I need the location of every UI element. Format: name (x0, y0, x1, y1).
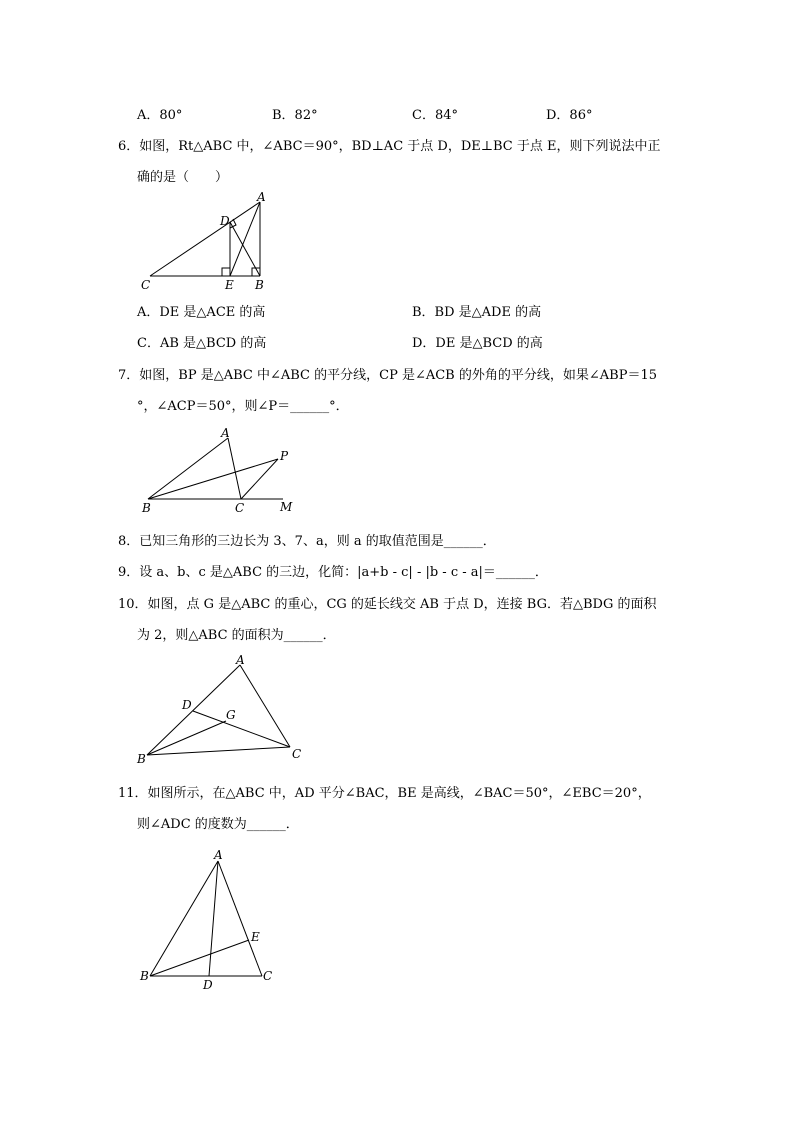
q10-stem-line1: 10．如图，点 G 是△ABC 的重心，CG 的延长线交 AB 于点 D，连接 BG．若△BDG 的面积 (118, 597, 657, 612)
q5-option-d: D．86° (546, 108, 593, 123)
q11-label-c: C (263, 969, 273, 983)
q5-option-c: C．84° (412, 108, 458, 123)
q7-label-m: M (280, 500, 293, 514)
q7-stem-line1: 7．如图，BP 是△ABC 中∠ABC 的平分线，CP 是∠ACB 的外角的平分线，如果∠ABP＝15 (118, 368, 657, 383)
q11-label-b: B (140, 969, 149, 983)
q6-option-d: D．DE 是△BCD 的高 (412, 336, 543, 351)
q10-stem-line2: 为 2，则△ABC 的面积为______． (137, 628, 336, 643)
q11-label-a: A (214, 848, 223, 862)
q6-option-c: C．AB 是△BCD 的高 (137, 336, 267, 351)
q10-label-d: D (182, 698, 192, 712)
q6-figure (140, 190, 275, 299)
q6-stem-line1: 6．如图，Rt△ABC 中，∠ABC＝90°，BD⊥AC 于点 D，DE⊥BC 于点 E，则下列说法中正 (118, 139, 661, 154)
q6-label-e: E (225, 278, 234, 292)
q7-label-b: B (142, 501, 151, 515)
q7-stem-line2: °，∠ACP＝50°，则∠P＝______°． (137, 399, 349, 414)
q11-stem-line2: 则∠ADC 的度数为______． (137, 817, 299, 832)
q11-label-e: E (251, 930, 260, 944)
q6-label-c: C (141, 278, 151, 292)
q8-stem: 8．已知三角形的三边长为 3、7、a，则 a 的取值范围是______． (118, 534, 496, 549)
q5-option-b: B．82° (272, 108, 318, 123)
q7-figure (138, 422, 298, 521)
q6-label-d: D (220, 214, 230, 228)
q11-label-d: D (203, 978, 213, 992)
q6-option-b: B．BD 是△ADE 的高 (412, 305, 542, 320)
q10-label-a: A (236, 653, 245, 667)
q7-label-a: A (221, 426, 230, 440)
q6-label-a: A (257, 190, 266, 204)
q7-label-p: P (280, 449, 289, 463)
q10-label-g: G (226, 708, 236, 722)
q10-figure (135, 648, 310, 772)
q6-stem-line2: 确的是（ ） (137, 170, 229, 185)
q9-stem: 9．设 a、b、c 是△ABC 的三边，化简：|a+b - c| - |b - c - a|＝______． (118, 565, 548, 580)
q5-option-a: A．80° (137, 108, 183, 123)
q11-figure (138, 843, 278, 997)
q7-label-c: C (235, 501, 245, 515)
q6-option-a: A．DE 是△ACE 的高 (137, 305, 266, 320)
q10-label-b: B (137, 752, 146, 766)
q11-stem-line1: 11．如图所示，在△ABC 中，AD 平分∠BAC，BE 是高线，∠BAC＝50°，∠EBC＝20°， (118, 786, 651, 801)
q6-label-b: B (255, 278, 264, 292)
q10-label-c: C (292, 747, 302, 761)
